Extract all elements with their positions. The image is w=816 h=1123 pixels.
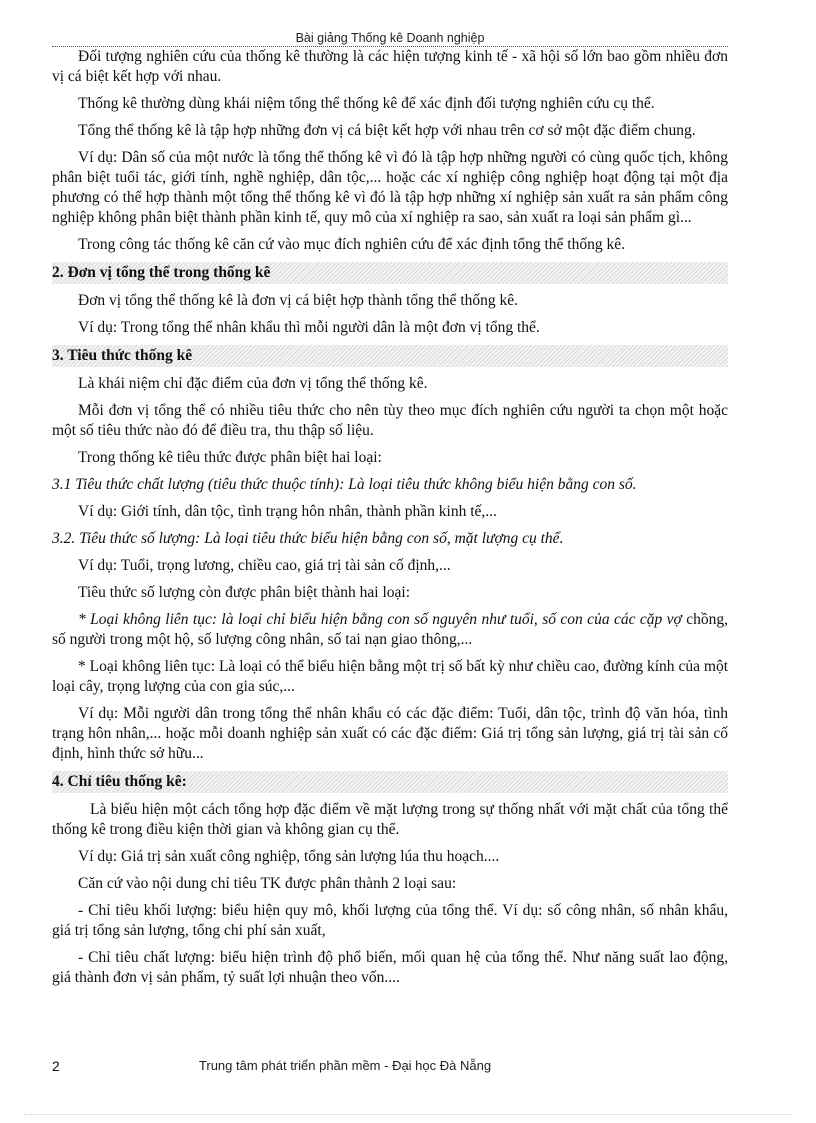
paragraph bbox=[52, 610, 728, 650]
section-heading-4: 4. Chỉ tiêu thống kê: bbox=[52, 771, 728, 793]
discrete-type-rest: chồng, số người trong một hộ, số lượng công nhân, số tai nạn giao thông,... bbox=[52, 611, 728, 648]
paragraph: - Chỉ tiêu chất lượng: biểu hiện trình độ phổ biến, mối quan hệ của tổng thể. Như năng suất lao động, giá thành đơn vị sản phẩm, tỷ suất lợi nhuận theo vốn.... bbox=[52, 949, 728, 986]
footer-text: Trung tâm phát triển phần mềm - Đại học Đà Nẵng bbox=[198, 1058, 492, 1073]
paragraph: Tổng thể thống kê là tập hợp những đơn vị cá biệt kết hợp với nhau trên cơ sở một đặc điểm chung. bbox=[78, 122, 696, 139]
paragraph: Ví dụ: Tuổi, trọng lương, chiều cao, giá trị tài sản cố định,... bbox=[78, 557, 451, 574]
subsection-3-2: 3.2. Tiêu thức số lượng: Là loại tiêu thức biểu hiện bằng con số, mặt lượng cụ thể. bbox=[52, 530, 564, 547]
paragraph: Ví dụ: Giới tính, dân tộc, tình trạng hôn nhân, thành phần kinh tế,... bbox=[78, 503, 497, 520]
paragraph: Mỗi đơn vị tổng thể có nhiều tiêu thức cho nên tùy theo mục đích nghiên cứu người ta chọn một hoặc một số tiêu thức nào đó để điều tra, thu thập số liệu. bbox=[52, 402, 728, 439]
paragraph: Ví dụ: Trong tổng thể nhân khẩu thì mỗi người dân là một đơn vị tổng thể. bbox=[78, 319, 540, 336]
discrete-type-label: * Loại không liên tục: là loại chỉ biểu hiện bằng con số nguyên như tuổi, số con của các cặp vợ bbox=[78, 611, 682, 628]
paragraph: Ví dụ: Giá trị sản xuất công nghiệp, tổng sản lượng lúa thu hoạch.... bbox=[78, 848, 500, 865]
bottom-divider bbox=[24, 1114, 792, 1115]
page-header-title: Bài giảng Thống kê Doanh nghiệp bbox=[295, 31, 485, 45]
paragraph: Đơn vị tổng thể thống kê là đơn vị cá biệt hợp thành tổng thể thống kê. bbox=[78, 292, 519, 309]
paragraph: Tiêu thức số lượng còn được phân biệt thành hai loại: bbox=[78, 584, 411, 601]
paragraph: Là khái niệm chỉ đặc điểm của đơn vị tổng thể thống kê. bbox=[78, 375, 428, 392]
section-heading-3: 3. Tiêu thức thống kê bbox=[52, 345, 728, 367]
section-heading-2: 2. Đơn vị tổng thể trong thống kê bbox=[52, 262, 728, 284]
paragraph: - Chỉ tiêu khối lượng: biểu hiện quy mô, khối lượng của tổng thể. Ví dụ: số công nhân, số nhân khẩu, giá trị tổng sản lượng, tổng chi phí sản xuất, bbox=[52, 902, 728, 939]
paragraph: Trong thống kê tiêu thức được phân biệt hai loại: bbox=[78, 449, 382, 466]
paragraph: Trong công tác thống kê căn cứ vào mục đích nghiên cứu để xác định tổng thể thống kê. bbox=[78, 236, 625, 253]
paragraph: Là biểu hiện một cách tổng hợp đặc điểm về mặt lượng trong sự thống nhất với mặt chất của tổng thể thống kê trong điều kiện thời gian và không gian cụ thể. bbox=[52, 801, 728, 838]
paragraph: * Loại không liên tục: Là loại có thể biểu hiện bằng một trị số bất kỳ như chiều cao, đường kính của một loại cây, trọng lượng của con gia súc,... bbox=[52, 658, 728, 695]
page-content bbox=[52, 47, 728, 995]
page-number: 2 bbox=[52, 1058, 60, 1074]
paragraph: Thống kê thường dùng khái niệm tổng thể thống kê để xác định đối tượng nghiên cứu cụ thể. bbox=[78, 95, 655, 112]
paragraph: Đối tượng nghiên cứu của thống kê thường là các hiện tượng kinh tế - xã hội số lớn bao gồm nhiều đơn vị cá biệt kết hợp với nhau. bbox=[52, 48, 728, 85]
paragraph: Ví dụ: Dân số của một nước là tổng thể thống kê vì đó là tập hợp những người có cùng quốc tịch, không phân biệt tuổi tác, giới tính, nghề nghiệp, dân tộc,... hoặc các xí nghiệp công nghiệp hoạt động tại một địa phương có thể hợp thành một tổng thể thống kê vì đó là tập hợp những xí nghiệp sản xuất ra sản phẩm công nghiệp không phân biệt thành phần kinh tế, quy mô của xí nghiệp ra sao, sản xuất ra loại sản phẩm gì... bbox=[52, 149, 728, 226]
subsection-3-1: 3.1 Tiêu thức chất lượng (tiêu thức thuộc tính): Là loại tiêu thức không biểu hiện bằng con số. bbox=[52, 476, 637, 493]
paragraph: Căn cứ vào nội dung chỉ tiêu TK được phân thành 2 loại sau: bbox=[78, 875, 457, 892]
paragraph: Ví dụ: Mỗi người dân trong tổng thể nhân khẩu có các đặc điểm: Tuổi, dân tộc, trình độ văn hóa, tình trạng hôn nhân,... hoặc mỗi doanh nghiệp sản xuất có các đặc điểm: Giá trị tổng sản lượng, giá trị tài sản cố định, hình thức sở hữu... bbox=[52, 705, 728, 762]
